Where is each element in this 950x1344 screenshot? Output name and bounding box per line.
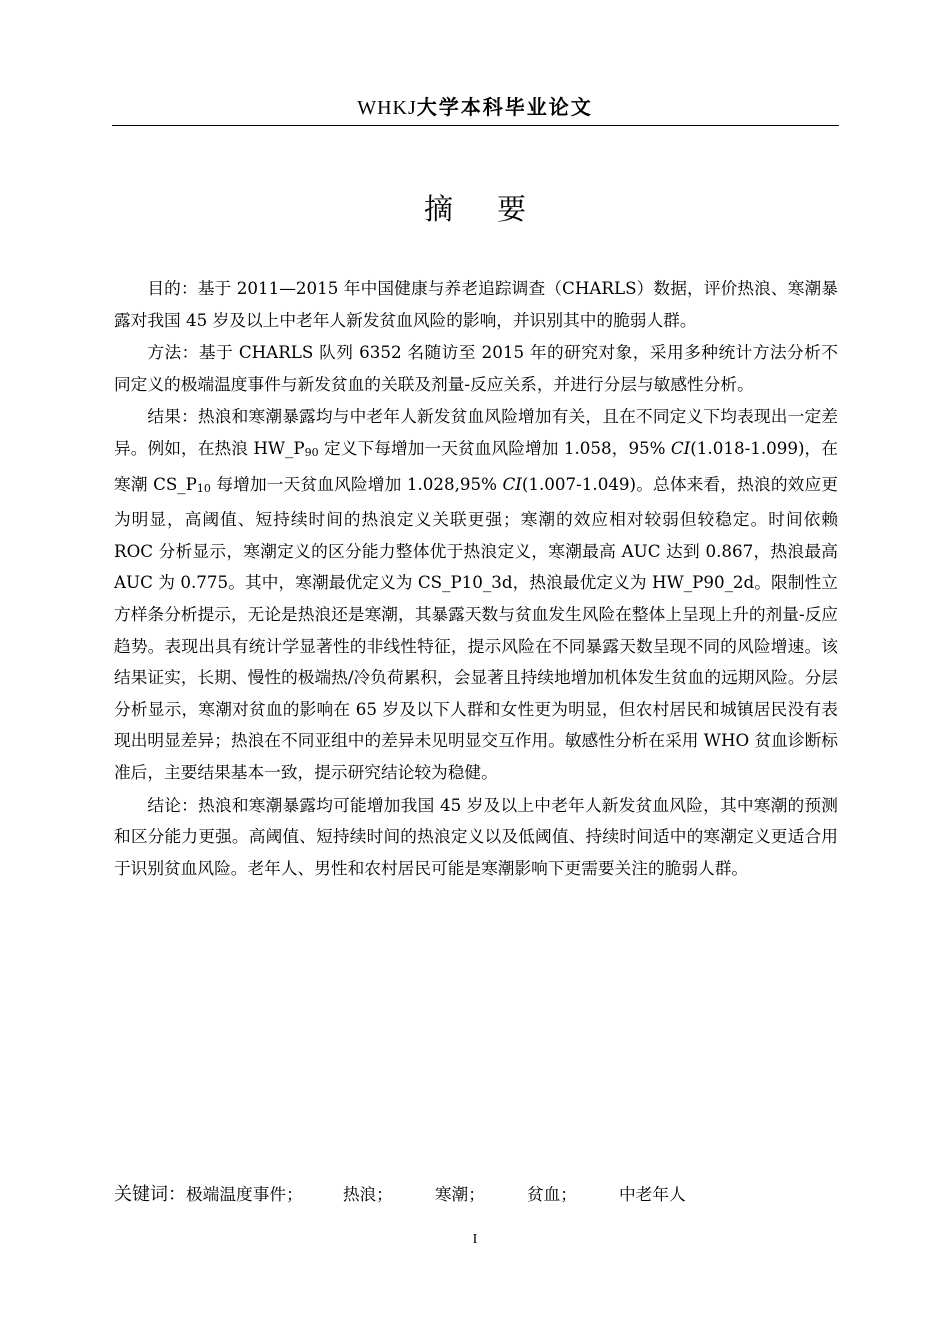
keyword-item: 极端温度事件； <box>186 1184 303 1204</box>
keyword-item: 贫血； <box>526 1184 577 1204</box>
results-text-5: (1.007-1.049)。总体来看，热浪的效应更为明显，高阈值、短持续时间的热浪定义关联更强；寒潮的效应相对较弱但较稳定。时间依赖 ROC 分析显示，寒潮定义的区分能力整体优于热浪定义，寒潮最高 AUC 达到 0.867，热浪最高 AUC 为 0.775。其中，寒潮最优定义为 CS_P10_3d，热浪最优定义为 HW_P90_2d。限制性立方样条分析提示，无论是热浪还是寒潮，其暴露天数与贫血发生风险在整体上呈现上升的剂量-反应趋势。表现出具有统计学显著性的非线性特征，提示风险在不同暴露天数呈现不同的风险增速。该结果证实，长期、慢性的极端热/冷负荷累积，会显著且持续地增加机体发生贫血的远期风险。分层分析显示，寒潮对贫血的影响在 65 岁及以下人群和女性更为明显，但农村居民和城镇居民没有表现出明显差异；热浪在不同亚组中的差异未见明显交互作用。敏感性分析在采用 WHO 贫血诊断标准后，主要结果基本一致，提示研究结论较为稳健。 <box>114 473 838 782</box>
page-title: 摘要 <box>423 192 570 226</box>
results-text-2: 定义下每增加一天贫血风险增加 1.058，95% <box>318 437 671 458</box>
methods-paragraph: 方法：基于 CHARLS 队列 6352 名随访至 2015 年的研究对象，采用多种统计方法分析不同定义的极端温度事件与新发贫血的关联及剂量-反应关系，并进行分层与敏感性分析。 <box>114 342 838 394</box>
header-thesis-label: 大学本科毕业论文 <box>416 95 593 119</box>
results-subscript-2: 10 <box>196 481 211 495</box>
keyword-item: 热浪； <box>342 1184 393 1204</box>
abstract-body <box>114 273 838 884</box>
keywords-label: 关键词： <box>114 1184 186 1205</box>
objective-paragraph: 目的：基于 2011—2015 年中国健康与养老追踪调查（CHARLS）数据，评价热浪、寒潮暴露对我国 45 岁及以上中老年人新发贫血风险的影响，并识别其中的脆弱人群。 <box>114 278 838 330</box>
ci-label-1: CI <box>670 437 691 458</box>
keywords-line <box>114 1180 686 1206</box>
conclusion-paragraph: 结论：热浪和寒潮暴露均可能增加我国 45 岁及以上中老年人新发贫血风险，其中寒潮的预测和区分能力更强。高阈值、短持续时间的热浪定义以及低阈值、持续时间适中的寒潮定义更适合用于识别贫血风险。老年人、男性和农村居民可能是寒潮影响下更需要关注的脆弱人群。 <box>114 794 838 878</box>
results-text-3: (1.018-1.099)，在寒潮 CS_P <box>114 437 838 494</box>
keyword-item: 中老年人 <box>619 1184 686 1204</box>
results-paragraph <box>114 401 838 788</box>
page-number: I <box>472 1232 478 1247</box>
ci-label-2: CI <box>502 473 522 494</box>
header-rule <box>112 125 839 126</box>
page-header <box>0 91 950 120</box>
results-subscript-1: 90 <box>304 445 319 459</box>
results-text-1: 结果：热浪和寒潮暴露均与中老年人新发贫血风险增加有关，且在不同定义下均表现出一定差异。例如，在热浪 HW_P <box>114 406 838 458</box>
header-university-code: WHKJ <box>357 97 417 119</box>
keyword-item: 寒潮； <box>434 1184 485 1204</box>
results-text-4: 每增加一天贫血风险增加 1.028,95% <box>210 473 503 494</box>
